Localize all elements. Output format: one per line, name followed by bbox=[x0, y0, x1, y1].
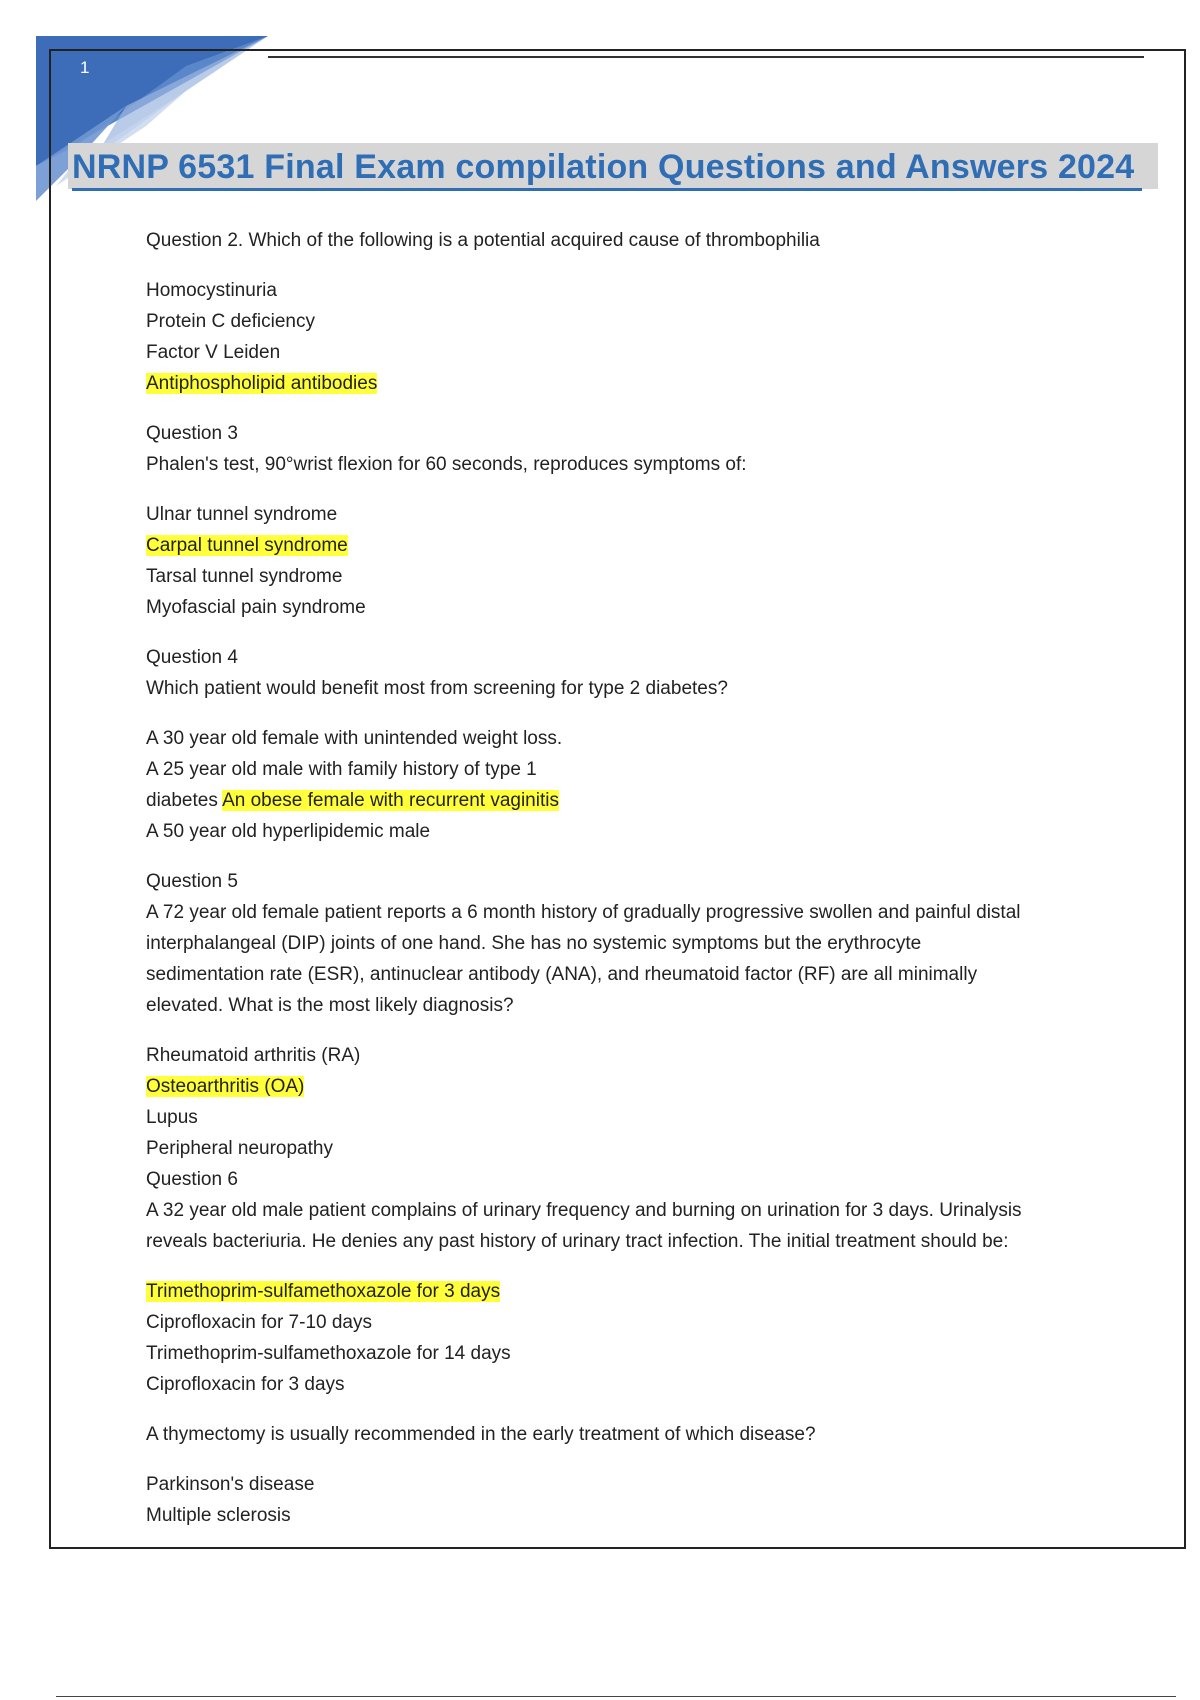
question-prompt-line: A 72 year old female patient reports a 6 month history of gradually progressive swollen and painful distal bbox=[146, 902, 1021, 923]
document-title: NRNP 6531 Final Exam compilation Questions and Answers 2024 bbox=[72, 146, 1142, 191]
correct-answer-highlight: Carpal tunnel syndrome bbox=[146, 535, 348, 556]
question-prompt-line: elevated. What is the most likely diagnosis? bbox=[146, 995, 514, 1016]
answer-option: Tarsal tunnel syndrome bbox=[146, 566, 343, 587]
answer-option: diabetes bbox=[146, 790, 218, 811]
answer-option: Protein C deficiency bbox=[146, 311, 315, 332]
question-prompt: A thymectomy is usually recommended in the early treatment of which disease? bbox=[146, 1424, 816, 1445]
answer-option: Myofascial pain syndrome bbox=[146, 597, 366, 618]
question-prompt-line: interphalangeal (DIP) joints of one hand. She has no systemic symptoms but the erythrocyte bbox=[146, 933, 922, 954]
answer-option: Ulnar tunnel syndrome bbox=[146, 504, 338, 525]
question-heading: Question 6 bbox=[146, 1169, 238, 1190]
question-prompt: Which patient would benefit most from screening for type 2 diabetes? bbox=[146, 678, 728, 699]
question-heading: Question 5 bbox=[146, 871, 238, 892]
footer-rule bbox=[56, 1696, 1176, 1697]
question-heading: Question 3 bbox=[146, 423, 238, 444]
question-prompt-line: sedimentation rate (ESR), antinuclear antibody (ANA), and rheumatoid factor (RF) are all minimally bbox=[146, 964, 978, 985]
answer-option: Lupus bbox=[146, 1107, 198, 1128]
answer-option: Ciprofloxacin for 3 days bbox=[146, 1374, 345, 1395]
correct-answer-highlight: Trimethoprim-sulfamethoxazole for 3 days bbox=[146, 1281, 501, 1302]
answer-option: Peripheral neuropathy bbox=[146, 1138, 333, 1159]
answer-option: A 50 year old hyperlipidemic male bbox=[146, 821, 431, 842]
question-prompt-line: reveals bacteriuria. He denies any past history of urinary tract infection. The initial treatment should be: bbox=[146, 1231, 1009, 1252]
correct-answer-highlight: An obese female with recurrent vaginitis bbox=[222, 790, 559, 811]
answer-option: Multiple sclerosis bbox=[146, 1505, 291, 1526]
answer-option: A 30 year old female with unintended weight loss. bbox=[146, 728, 563, 749]
answer-option: Factor V Leiden bbox=[146, 342, 281, 363]
answer-option: Parkinson's disease bbox=[146, 1474, 315, 1495]
page-number: 1 bbox=[80, 58, 90, 77]
question-heading: Question 2. Which of the following is a potential acquired cause of thrombophilia bbox=[146, 230, 820, 251]
answer-option: Homocystinuria bbox=[146, 280, 277, 301]
question-heading: Question 4 bbox=[146, 647, 238, 668]
answer-option: A 25 year old male with family history of type 1 bbox=[146, 759, 537, 780]
answer-option: Ciprofloxacin for 7-10 days bbox=[146, 1312, 372, 1333]
answer-option: Rheumatoid arthritis (RA) bbox=[146, 1045, 361, 1066]
correct-answer-highlight: Osteoarthritis (OA) bbox=[146, 1076, 305, 1097]
correct-answer-highlight: Antiphospholipid antibodies bbox=[146, 373, 378, 394]
question-list bbox=[146, 225, 1086, 1531]
answer-option: Trimethoprim-sulfamethoxazole for 14 days bbox=[146, 1343, 511, 1364]
question-prompt-line: A 32 year old male patient complains of urinary frequency and burning on urination for 3 days. Urinalysis bbox=[146, 1200, 1022, 1221]
question-prompt: Phalen's test, 90°wrist flexion for 60 seconds, reproduces symptoms of: bbox=[146, 454, 747, 475]
